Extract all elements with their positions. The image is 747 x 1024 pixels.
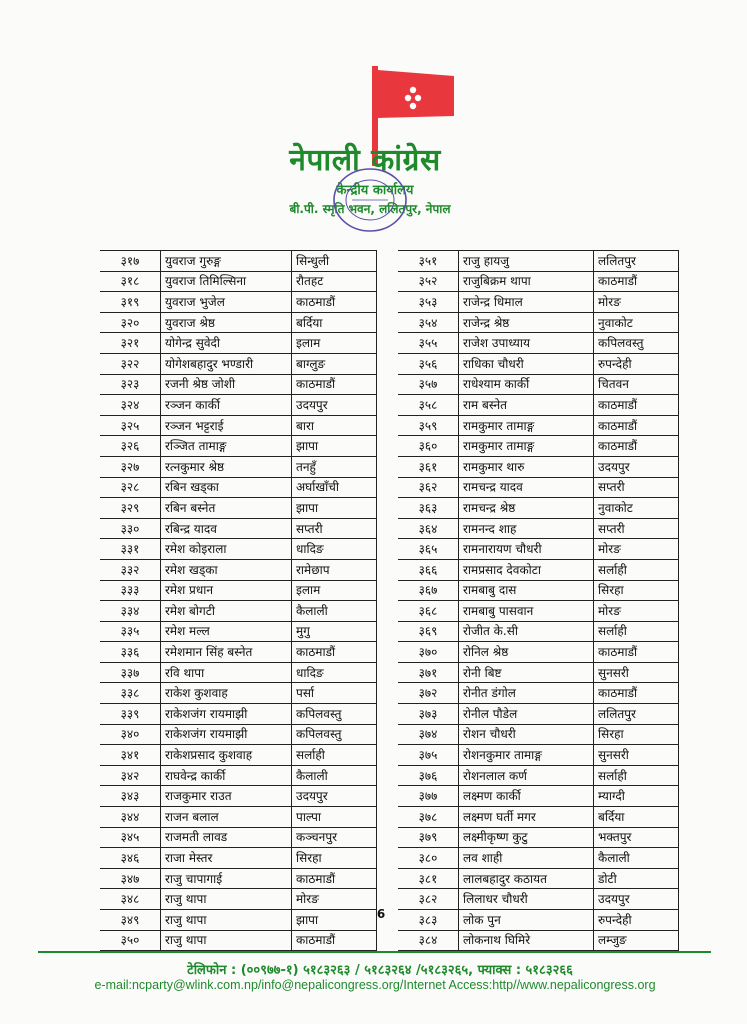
- serial-number-cell: ३१८: [100, 271, 161, 292]
- member-name-cell: रामप्रसाद देवकोटा: [459, 559, 594, 580]
- district-cell: चितवन: [594, 374, 679, 395]
- serial-number-cell: ३६०: [398, 436, 459, 457]
- serial-number-cell: ३४७: [100, 868, 161, 889]
- district-cell: सप्तरी: [594, 477, 679, 498]
- district-cell: कैलाली: [594, 848, 679, 869]
- serial-number-cell: ३५८: [398, 395, 459, 416]
- district-cell: नुवाकोट: [594, 312, 679, 333]
- serial-number-cell: ३२२: [100, 353, 161, 374]
- member-name-cell: रञ्जन कार्की: [161, 395, 292, 416]
- district-cell: काठमाडौं: [594, 436, 679, 457]
- serial-number-cell: ३४६: [100, 848, 161, 869]
- district-cell: लम्जुङ: [594, 930, 679, 951]
- serial-number-cell: ३६९: [398, 621, 459, 642]
- table-row: [100, 807, 377, 828]
- member-name-cell: राकेशजंग रायमाझी: [161, 704, 292, 725]
- district-cell: बर्दिया: [292, 312, 377, 333]
- district-cell: सिन्धुली: [292, 251, 377, 272]
- member-name-cell: युवराज तिमिल्सिना: [161, 271, 292, 292]
- district-cell: रामेछाप: [292, 559, 377, 580]
- member-name-cell: लिलाधर चौधरी: [459, 889, 594, 910]
- district-cell: सुनसरी: [594, 662, 679, 683]
- serial-number-cell: ३२३: [100, 374, 161, 395]
- district-cell: ललितपुर: [594, 704, 679, 725]
- table-row: [398, 559, 679, 580]
- table-row: [398, 580, 679, 601]
- serial-number-cell: ३३७: [100, 662, 161, 683]
- serial-number-cell: ३८३: [398, 910, 459, 931]
- member-name-cell: रामचन्द्र श्रेष्ठ: [459, 498, 594, 519]
- office-name: केन्द्रीय कार्यालय: [336, 183, 414, 198]
- table-row: [398, 292, 679, 313]
- serial-number-cell: ३६८: [398, 601, 459, 622]
- table-row: [100, 642, 377, 663]
- district-cell: मुगु: [292, 621, 377, 642]
- district-cell: सर्लाही: [594, 621, 679, 642]
- serial-number-cell: ३५४: [398, 312, 459, 333]
- member-name-cell: योगेन्द्र सुवेदी: [161, 333, 292, 354]
- member-name-cell: रमेश कोइराला: [161, 539, 292, 560]
- table-row: [100, 848, 377, 869]
- district-cell: काठमाडौं: [292, 642, 377, 663]
- member-name-cell: राजु थापा: [161, 910, 292, 931]
- table-row: [100, 827, 377, 848]
- table-row: [398, 312, 679, 333]
- serial-number-cell: ३२०: [100, 312, 161, 333]
- serial-number-cell: ३८१: [398, 868, 459, 889]
- member-name-cell: राजेन्द्र श्रेष्ठ: [459, 312, 594, 333]
- table-row: [398, 374, 679, 395]
- serial-number-cell: ३४८: [100, 889, 161, 910]
- table-row: [398, 477, 679, 498]
- serial-number-cell: ३३४: [100, 601, 161, 622]
- member-name-cell: रोनील पौडेल: [459, 704, 594, 725]
- member-name-cell: रत्नकुमार श्रेष्ठ: [161, 456, 292, 477]
- district-cell: ललितपुर: [594, 251, 679, 272]
- district-cell: कञ्चनपुर: [292, 827, 377, 848]
- serial-number-cell: ३७०: [398, 642, 459, 663]
- member-name-cell: राकेशप्रसाद कुशवाह: [161, 745, 292, 766]
- table-row: [398, 827, 679, 848]
- member-name-cell: राकेशजंग रायमाझी: [161, 724, 292, 745]
- table-row: [100, 333, 377, 354]
- table-row: [100, 704, 377, 725]
- member-name-cell: रोजीत के.सी: [459, 621, 594, 642]
- member-name-cell: रोशनकुमार तामाङ्ग: [459, 745, 594, 766]
- table-row: [100, 930, 377, 951]
- member-name-cell: लव शाही: [459, 848, 594, 869]
- member-name-cell: रामकुमार थारु: [459, 456, 594, 477]
- serial-number-cell: ३६३: [398, 498, 459, 519]
- table-row: [100, 765, 377, 786]
- member-name-cell: रञ्जित तामाङ्ग: [161, 436, 292, 457]
- district-cell: इलाम: [292, 333, 377, 354]
- member-name-cell: रोशनलाल कर्ण: [459, 765, 594, 786]
- table-row: [398, 518, 679, 539]
- serial-number-cell: ३२१: [100, 333, 161, 354]
- table-row: [100, 353, 377, 374]
- district-cell: सर्लाही: [292, 745, 377, 766]
- member-name-cell: राकेश कुशवाह: [161, 683, 292, 704]
- table-row: [398, 868, 679, 889]
- member-name-cell: लोकनाथ घिमिरे: [459, 930, 594, 951]
- member-name-cell: राधिका चौधरी: [459, 353, 594, 374]
- table-row: [398, 910, 679, 931]
- district-cell: काठमाडौं: [292, 374, 377, 395]
- table-row: [100, 559, 377, 580]
- serial-number-cell: ३४४: [100, 807, 161, 828]
- serial-number-cell: ३२७: [100, 456, 161, 477]
- district-cell: सप्तरी: [594, 518, 679, 539]
- table-row: [100, 271, 377, 292]
- table-row: [398, 724, 679, 745]
- serial-number-cell: ३३९: [100, 704, 161, 725]
- footer-divider: [38, 951, 711, 953]
- table-row: [398, 415, 679, 436]
- serial-number-cell: ३६१: [398, 456, 459, 477]
- table-row: [398, 271, 679, 292]
- district-cell: बाग्लुङ: [292, 353, 377, 374]
- district-cell: तनहुँ: [292, 456, 377, 477]
- table-row: [398, 642, 679, 663]
- table-row: [398, 621, 679, 642]
- table-row: [100, 580, 377, 601]
- member-name-cell: रामनारायण चौधरी: [459, 539, 594, 560]
- serial-number-cell: ३७३: [398, 704, 459, 725]
- district-cell: अर्घाखाँची: [292, 477, 377, 498]
- table-row: [398, 353, 679, 374]
- table-row: [398, 498, 679, 519]
- member-name-cell: लक्ष्मण कार्की: [459, 786, 594, 807]
- table-row: [100, 251, 377, 272]
- office-seal-stamp: [330, 165, 410, 235]
- table-row: [398, 786, 679, 807]
- member-name-cell: राजु थापा: [161, 889, 292, 910]
- member-name-cell: योगेशबहादुर भण्डारी: [161, 353, 292, 374]
- district-cell: झापा: [292, 910, 377, 931]
- serial-number-cell: ३१९: [100, 292, 161, 313]
- member-table-right: [398, 250, 679, 951]
- table-row: [398, 333, 679, 354]
- flag-banner: [378, 70, 454, 118]
- serial-number-cell: ३५१: [398, 251, 459, 272]
- table-row: [100, 498, 377, 519]
- table-row: [100, 601, 377, 622]
- serial-number-cell: ३८२: [398, 889, 459, 910]
- member-name-cell: रवि थापा: [161, 662, 292, 683]
- district-cell: उदयपुर: [292, 786, 377, 807]
- serial-number-cell: ३२५: [100, 415, 161, 436]
- table-row: [398, 662, 679, 683]
- serial-number-cell: ३४३: [100, 786, 161, 807]
- district-cell: कपिलवस्तु: [594, 333, 679, 354]
- serial-number-cell: ३८०: [398, 848, 459, 869]
- district-cell: काठमाडौं: [594, 415, 679, 436]
- member-name-cell: राजमती लावड: [161, 827, 292, 848]
- member-name-cell: राजुबिक्रम थापा: [459, 271, 594, 292]
- serial-number-cell: ३४२: [100, 765, 161, 786]
- serial-number-cell: ३३८: [100, 683, 161, 704]
- serial-number-cell: ३६२: [398, 477, 459, 498]
- table-row: [100, 395, 377, 416]
- member-name-cell: रमेशमान सिंह बस्नेत: [161, 642, 292, 663]
- serial-number-cell: ३६६: [398, 559, 459, 580]
- member-name-cell: रोनीत डंगोल: [459, 683, 594, 704]
- district-cell: पाल्पा: [292, 807, 377, 828]
- serial-number-cell: ३५६: [398, 353, 459, 374]
- member-name-cell: राजु थापा: [161, 930, 292, 951]
- serial-number-cell: ३७९: [398, 827, 459, 848]
- member-name-cell: राजकुमार राउत: [161, 786, 292, 807]
- district-cell: सर्लाही: [594, 559, 679, 580]
- district-cell: मोरङ: [594, 539, 679, 560]
- page-number: 6: [376, 907, 386, 921]
- table-row: [398, 765, 679, 786]
- district-cell: सिरहा: [594, 580, 679, 601]
- serial-number-cell: ३२९: [100, 498, 161, 519]
- serial-number-cell: ३५५: [398, 333, 459, 354]
- district-cell: सिरहा: [594, 724, 679, 745]
- member-name-cell: रजनी श्रेष्ठ जोशी: [161, 374, 292, 395]
- serial-number-cell: ३४९: [100, 910, 161, 931]
- member-name-cell: रामबाबु पासवान: [459, 601, 594, 622]
- member-name-cell: रबिन बस्नेत: [161, 498, 292, 519]
- district-cell: नुवाकोट: [594, 498, 679, 519]
- district-cell: रुपन्देही: [594, 353, 679, 374]
- district-cell: डोटी: [594, 868, 679, 889]
- footer-phone-line: टेलिफोन : (००९७७-१) ५१८३२६३ / ५१८३२६४ /५१८३२६५, फ्याक्स : ५१८३२६६: [187, 963, 573, 978]
- serial-number-cell: ३३१: [100, 539, 161, 560]
- member-name-cell: राजा मेस्तर: [161, 848, 292, 869]
- member-name-cell: रञ्जन भट्टराई: [161, 415, 292, 436]
- district-cell: धादिङ: [292, 662, 377, 683]
- district-cell: झापा: [292, 436, 377, 457]
- serial-number-cell: ३६७: [398, 580, 459, 601]
- member-name-cell: लालबहादुर कठायत: [459, 868, 594, 889]
- district-cell: इलाम: [292, 580, 377, 601]
- serial-number-cell: ३१७: [100, 251, 161, 272]
- serial-number-cell: ३८४: [398, 930, 459, 951]
- serial-number-cell: ३७५: [398, 745, 459, 766]
- member-name-cell: राघवेन्द्र कार्की: [161, 765, 292, 786]
- district-cell: उदयपुर: [292, 395, 377, 416]
- district-cell: कपिलवस्तु: [292, 724, 377, 745]
- district-cell: रुपन्देही: [594, 910, 679, 931]
- district-cell: सुनसरी: [594, 745, 679, 766]
- member-name-cell: रामचन्द्र यादव: [459, 477, 594, 498]
- district-cell: झापा: [292, 498, 377, 519]
- member-name-cell: रबिन खड्का: [161, 477, 292, 498]
- district-cell: कैलाली: [292, 601, 377, 622]
- district-cell: काठमाडौं: [594, 683, 679, 704]
- serial-number-cell: ३५९: [398, 415, 459, 436]
- table-row: [398, 745, 679, 766]
- member-name-cell: रोनिल श्रेष्ठ: [459, 642, 594, 663]
- district-cell: पर्सा: [292, 683, 377, 704]
- table-row: [398, 683, 679, 704]
- serial-number-cell: ३४१: [100, 745, 161, 766]
- table-row: [100, 621, 377, 642]
- serial-number-cell: ३२६: [100, 436, 161, 457]
- serial-number-cell: ३७१: [398, 662, 459, 683]
- serial-number-cell: ३५२: [398, 271, 459, 292]
- table-row: [100, 374, 377, 395]
- member-name-cell: लक्ष्मीकृष्ण कुटु: [459, 827, 594, 848]
- member-name-cell: राजेश उपाध्याय: [459, 333, 594, 354]
- district-cell: मोरङ: [594, 292, 679, 313]
- table-row: [100, 868, 377, 889]
- member-name-cell: रामनन्द शाह: [459, 518, 594, 539]
- district-cell: म्याग्दी: [594, 786, 679, 807]
- member-name-cell: राजु चापागाई: [161, 868, 292, 889]
- district-cell: काठमाडौं: [594, 395, 679, 416]
- table-row: [100, 456, 377, 477]
- table-row: [100, 312, 377, 333]
- district-cell: धादिङ: [292, 539, 377, 560]
- member-name-cell: रमेश प्रधान: [161, 580, 292, 601]
- member-name-cell: रमेश मल्ल: [161, 621, 292, 642]
- member-name-cell: लक्ष्मण घर्ती मगर: [459, 807, 594, 828]
- serial-number-cell: ३३६: [100, 642, 161, 663]
- table-row: [398, 930, 679, 951]
- table-row: [100, 910, 377, 931]
- serial-number-cell: ३७६: [398, 765, 459, 786]
- member-name-cell: रमेश बोगटी: [161, 601, 292, 622]
- serial-number-cell: ३६४: [398, 518, 459, 539]
- member-name-cell: रोनी बिष्ट: [459, 662, 594, 683]
- district-cell: रौतहट: [292, 271, 377, 292]
- member-name-cell: रबिन्द्र यादव: [161, 518, 292, 539]
- organization-name: नेपाली कांग्रेस: [289, 143, 441, 178]
- table-row: [100, 724, 377, 745]
- district-cell: मोरङ: [594, 601, 679, 622]
- table-row: [100, 415, 377, 436]
- member-name-cell: रमेश खड्का: [161, 559, 292, 580]
- district-cell: कपिलवस्तु: [292, 704, 377, 725]
- member-name-cell: लोक पुन: [459, 910, 594, 931]
- member-name-cell: राजु हायजु: [459, 251, 594, 272]
- member-name-cell: रामबाबु दास: [459, 580, 594, 601]
- table-row: [398, 889, 679, 910]
- serial-number-cell: ३२४: [100, 395, 161, 416]
- table-row: [100, 477, 377, 498]
- table-row: [398, 601, 679, 622]
- member-name-cell: रामकुमार तामाङ्ग: [459, 436, 594, 457]
- district-cell: काठमाडौं: [292, 868, 377, 889]
- serial-number-cell: ३७७: [398, 786, 459, 807]
- table-row: [100, 539, 377, 560]
- member-name-cell: युवराज भुजेल: [161, 292, 292, 313]
- table-row: [100, 683, 377, 704]
- serial-number-cell: ३४०: [100, 724, 161, 745]
- district-cell: मोरङ: [292, 889, 377, 910]
- member-name-cell: राजेन्द्र धिमाल: [459, 292, 594, 313]
- district-cell: उदयपुर: [594, 889, 679, 910]
- serial-number-cell: ३२८: [100, 477, 161, 498]
- district-cell: सिरहा: [292, 848, 377, 869]
- member-name-cell: युवराज श्रेष्ठ: [161, 312, 292, 333]
- district-cell: काठमाडौं: [594, 642, 679, 663]
- serial-number-cell: ३५७: [398, 374, 459, 395]
- serial-number-cell: ३३३: [100, 580, 161, 601]
- member-name-cell: राम बस्नेत: [459, 395, 594, 416]
- table-row: [100, 436, 377, 457]
- member-name-cell: रोशन चौधरी: [459, 724, 594, 745]
- district-cell: सप्तरी: [292, 518, 377, 539]
- serial-number-cell: ३३०: [100, 518, 161, 539]
- serial-number-cell: ३६५: [398, 539, 459, 560]
- office-address: बी.पी. स्मृति भवन, ललितपुर, नेपाल: [289, 202, 451, 216]
- member-name-cell: रामकुमार तामाङ्ग: [459, 415, 594, 436]
- table-row: [100, 292, 377, 313]
- serial-number-cell: ३७४: [398, 724, 459, 745]
- serial-number-cell: ३५०: [100, 930, 161, 951]
- serial-number-cell: ३७८: [398, 807, 459, 828]
- serial-number-cell: ३३२: [100, 559, 161, 580]
- table-row: [398, 539, 679, 560]
- district-cell: कैलाली: [292, 765, 377, 786]
- table-row: [398, 436, 679, 457]
- table-row: [398, 848, 679, 869]
- member-name-cell: युवराज गुरुङ्ग: [161, 251, 292, 272]
- district-cell: बारा: [292, 415, 377, 436]
- member-name-cell: राजन बलाल: [161, 807, 292, 828]
- member-name-cell: राधेश्याम कार्की: [459, 374, 594, 395]
- serial-number-cell: ३५३: [398, 292, 459, 313]
- district-cell: उदयपुर: [594, 456, 679, 477]
- table-row: [398, 395, 679, 416]
- table-row: [100, 662, 377, 683]
- table-row: [398, 807, 679, 828]
- table-row: [398, 251, 679, 272]
- district-cell: बर्दिया: [594, 807, 679, 828]
- serial-number-cell: ३३५: [100, 621, 161, 642]
- district-cell: भक्तपुर: [594, 827, 679, 848]
- footer-contact-line: e-mail:ncparty@wlink.com.np/info@nepalicongress.org/Internet Access:http//www.nepalicongress.org: [94, 978, 656, 992]
- member-table-left: [100, 250, 377, 951]
- serial-number-cell: ३४५: [100, 827, 161, 848]
- district-cell: काठमाडौं: [292, 930, 377, 951]
- district-cell: सर्लाही: [594, 765, 679, 786]
- table-row: [100, 786, 377, 807]
- district-cell: काठमाडौं: [292, 292, 377, 313]
- table-row: [100, 745, 377, 766]
- serial-number-cell: ३७२: [398, 683, 459, 704]
- table-row: [100, 889, 377, 910]
- table-row: [398, 456, 679, 477]
- table-row: [398, 704, 679, 725]
- table-row: [100, 518, 377, 539]
- district-cell: काठमाडौं: [594, 271, 679, 292]
